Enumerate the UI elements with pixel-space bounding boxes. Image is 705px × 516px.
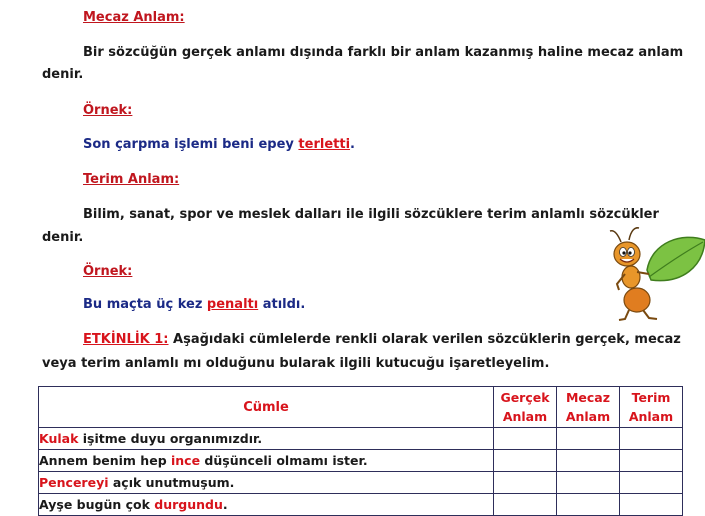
- heading-mecaz-anlam: Mecaz Anlam:: [83, 10, 185, 25]
- terim-example: [83, 297, 305, 312]
- checkbox-cell-real[interactable]: [494, 472, 557, 494]
- cartoon-ant-with-leaf-icon: [607, 222, 705, 322]
- sentence-after: işitme duyu organımızdır.: [78, 431, 263, 446]
- terim-definition-line1: Bilim, sanat, spor ve meslek dalları ile ilgili sözcüklere terim anlamlı sözcükler: [83, 207, 659, 222]
- header-term-meaning: [620, 387, 683, 428]
- sentence-highlight-word: Pencereyi: [39, 475, 109, 490]
- example-text-before: Son çarpma işlemi beni epey: [83, 137, 299, 152]
- header-real-line1: Gerçek: [500, 390, 550, 405]
- table-row: [39, 450, 683, 472]
- example-text-before: Bu maçta üç kez: [83, 297, 207, 312]
- activity-instruction-line1: [83, 332, 681, 347]
- header-figurative-meaning: [557, 387, 620, 428]
- checkbox-cell-term[interactable]: [620, 428, 683, 450]
- table-row: [39, 428, 683, 450]
- checkbox-cell-real[interactable]: [494, 428, 557, 450]
- header-figurative-line1: Mecaz: [565, 390, 611, 405]
- table-row: [39, 472, 683, 494]
- sentence-before: Annem benim hep: [39, 453, 171, 468]
- example-text-after: .: [350, 137, 355, 152]
- sentence-highlight-word: ince: [171, 453, 201, 468]
- mecaz-definition-line1: Bir sözcüğün gerçek anlamı dışında farklı bir anlam kazanmış haline mecaz anlam: [83, 45, 684, 60]
- sentence-cell: [39, 428, 494, 450]
- sentence-cell: [39, 450, 494, 472]
- sentence-after: .: [222, 497, 228, 512]
- highlighted-word: penaltı: [206, 297, 259, 312]
- sentence-highlight-word: Kulak: [39, 431, 79, 446]
- header-term-line1: Terim: [631, 390, 671, 405]
- checkbox-cell-figurative[interactable]: [557, 450, 620, 472]
- checkbox-cell-figurative[interactable]: [557, 472, 620, 494]
- activity-instruction-text: Aşağıdaki cümlelerde renkli olarak verilen sözcüklerin gerçek, mecaz: [168, 332, 681, 347]
- activity-table: [38, 386, 683, 516]
- header-real-line2: Anlam: [502, 409, 548, 424]
- checkbox-cell-real[interactable]: [494, 450, 557, 472]
- checkbox-cell-term[interactable]: [620, 450, 683, 472]
- heading-terim-anlam: Terim Anlam:: [83, 172, 180, 187]
- checkbox-cell-term[interactable]: [620, 494, 683, 516]
- sentence-before: Ayşe bugün çok: [39, 497, 155, 512]
- sentence-cell: [39, 494, 494, 516]
- sentence-cell: [39, 472, 494, 494]
- checkbox-cell-real[interactable]: [494, 494, 557, 516]
- activity-instruction-line2: veya terim anlamlı mı olduğunu bularak ilgili kutucuğu işaretleyelim.: [42, 356, 550, 371]
- highlighted-word: terletti: [298, 137, 351, 152]
- checkbox-cell-figurative[interactable]: [557, 494, 620, 516]
- activity-label: ETKİNLİK 1:: [83, 332, 169, 347]
- header-sentence: Cümle: [39, 387, 494, 428]
- example-text-after: atıldı.: [258, 297, 306, 312]
- checkbox-cell-term[interactable]: [620, 472, 683, 494]
- sentence-highlight-word: durgundu: [154, 497, 223, 512]
- terim-definition-line2: denir.: [42, 230, 84, 245]
- mecaz-definition-line2: denir.: [42, 67, 84, 82]
- header-figurative-line2: Anlam: [565, 409, 611, 424]
- heading-ornek-2: Örnek:: [83, 264, 133, 279]
- checkbox-cell-figurative[interactable]: [557, 428, 620, 450]
- sentence-after: düşünceli olmamı ister.: [200, 453, 368, 468]
- header-real-meaning: [494, 387, 557, 428]
- header-term-line2: Anlam: [628, 409, 674, 424]
- sentence-after: açık unutmuşum.: [108, 475, 235, 490]
- mecaz-example: [83, 137, 355, 152]
- heading-ornek-1: Örnek:: [83, 103, 133, 118]
- table-header-row: [39, 387, 683, 428]
- table-row: [39, 494, 683, 516]
